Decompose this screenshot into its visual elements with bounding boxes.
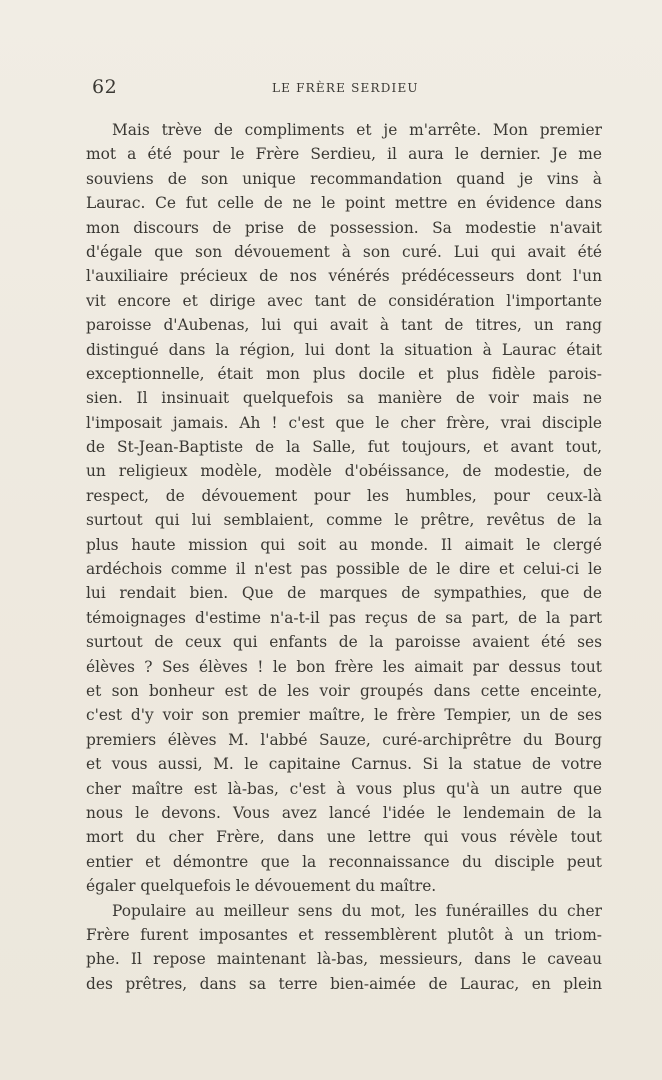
text-line: paroisse d'Aubenas, lui qui avait à tant de titres, un rang <box>86 316 602 335</box>
page-number: 62 <box>92 76 118 98</box>
text-line: d'égale que son dévouement à son curé. Lui qui avait été <box>86 242 602 261</box>
text-line: Populaire au meilleur sens du mot, les funérailles du cher <box>112 901 602 920</box>
text-line: sien. Il insinuait quelquefois sa manière de voir mais ne <box>86 389 602 408</box>
text-line: distingué dans la région, lui dont la situation à Laurac était <box>86 340 602 359</box>
text-line: Mais trève de compliments et je m'arrête. Mon premier <box>112 121 602 139</box>
text-line: surtout de ceux qui enfants de la paroisse avaient été ses <box>86 633 602 652</box>
text-line: phe. Il repose maintenant là-bas, messieurs, dans le caveau <box>86 950 602 969</box>
page-header <box>92 76 602 102</box>
text-line: de St-Jean-Baptiste de la Salle, fut toujours, et avant tout, <box>86 438 602 457</box>
text-line: premiers élèves M. l'abbé Sauze, curé-archiprêtre du Bourg <box>86 730 602 749</box>
text-line: plus haute mission qui soit au monde. Il aimait le clergé <box>86 535 602 554</box>
text-line: lui rendait bien. Que de marques de sympathies, que de <box>86 584 602 603</box>
text-line: ardéchois comme il n'est pas possible de le dire et celui-ci le <box>86 560 602 579</box>
text-line: l'imposait jamais. Ah ! c'est que le cher frère, vrai disciple <box>86 413 602 432</box>
text-line: Laurac. Ce fut celle de ne le point mettre en évidence dans <box>86 194 602 213</box>
text-line: l'auxiliaire précieux de nos vénérés prédécesseurs dont l'un <box>86 267 602 286</box>
text-line: c'est d'y voir son premier maître, le frère Tempier, un de ses <box>86 706 602 725</box>
text-line: égaler quelquefois le dévouement du maître. <box>86 877 437 896</box>
text-line: respect, de dévouement pour les humbles, pour ceux-là <box>86 486 602 505</box>
text-line: surtout qui lui semblaient, comme le prêtre, revêtus de la <box>86 511 602 530</box>
text-line: Frère furent imposantes et ressemblèrent plutôt à un triom- <box>86 925 602 944</box>
text-line: mort du cher Frère, dans une lettre qui vous révèle tout <box>86 828 602 847</box>
running-title: LE FRÈRE SERDIEU <box>272 81 419 95</box>
text-line: des prêtres, dans sa terre bien-aimée de Laurac, en plein <box>86 974 602 993</box>
text-line: entier et démontre que la reconnaissance du disciple peut <box>86 852 602 871</box>
text-line: vit encore et dirige avec tant de considération l'importante <box>86 291 602 310</box>
body-text <box>86 118 602 996</box>
text-line: mot a été pour le Frère Serdieu, il aura le dernier. Je me <box>86 145 602 164</box>
text-line: souviens de son unique recommandation quand je vins à <box>86 169 602 188</box>
text-line: cher maître est là-bas, c'est à vous plus qu'à un autre que <box>86 779 602 798</box>
text-line: et vous aussi, M. le capitaine Carnus. Si la statue de votre <box>86 755 602 774</box>
text-line: mon discours de prise de possession. Sa modestie n'avait <box>86 218 602 237</box>
text-line: élèves ? Ses élèves ! le bon frère les aimait par dessus tout <box>86 657 602 676</box>
text-line: un religieux modèle, modèle d'obéissance, de modestie, de <box>86 462 602 481</box>
text-line: nous le devons. Vous avez lancé l'idée le lendemain de la <box>86 803 602 822</box>
text-line: et son bonheur est de les voir groupés dans cette enceinte, <box>86 681 602 700</box>
text-line: témoignages d'estime n'a-t-il pas reçus de sa part, de la part <box>86 608 602 627</box>
text-line: exceptionnelle, était mon plus docile et plus fidèle parois- <box>86 364 602 383</box>
